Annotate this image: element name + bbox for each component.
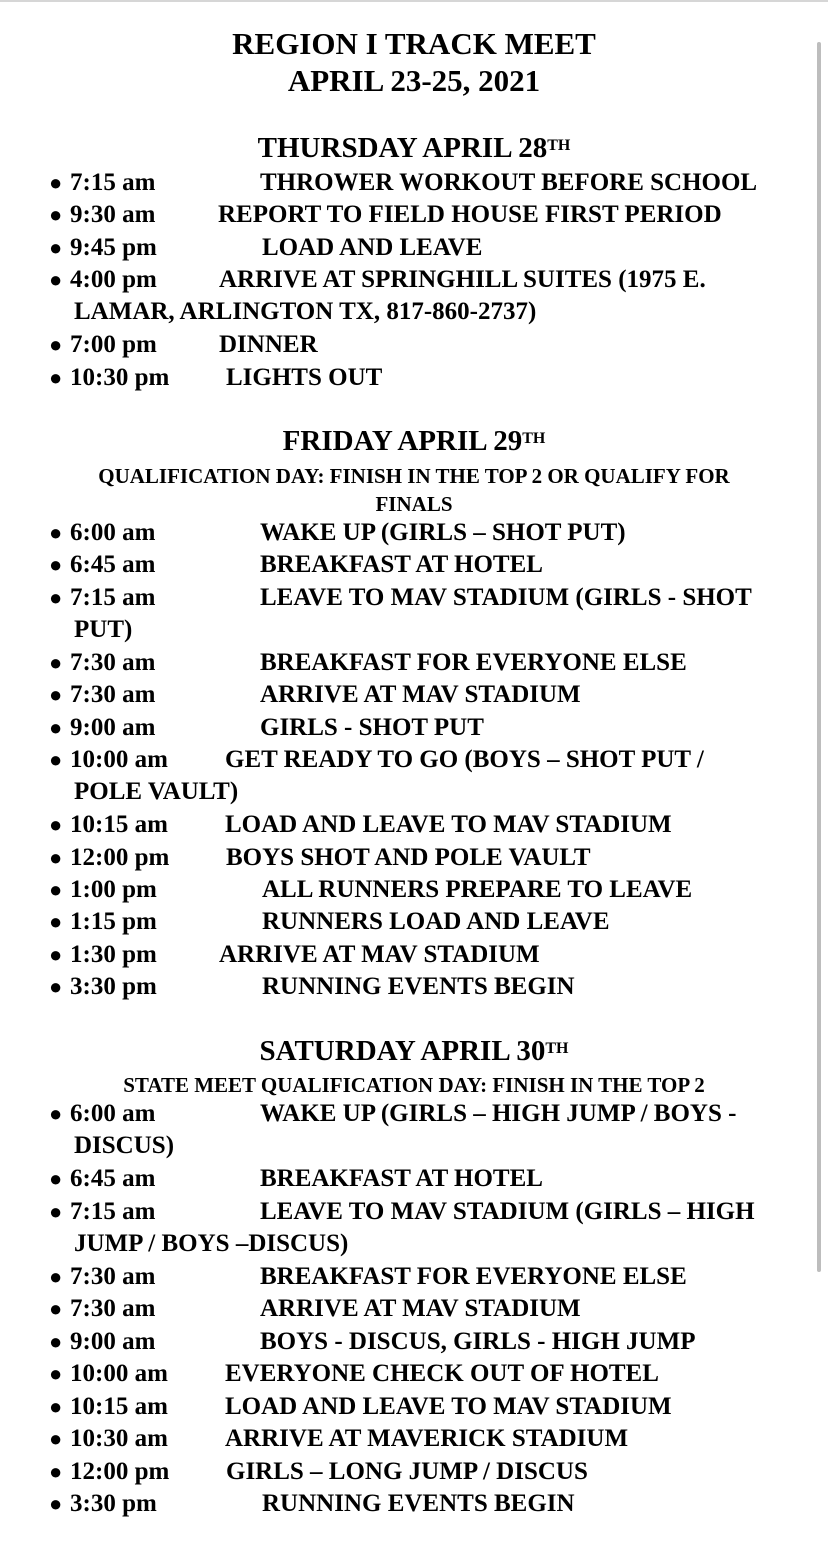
list-item: ● 7:30 am BREAKFAST FOR EVERYONE ELSE <box>0 1261 828 1293</box>
bullet-icon: ● <box>49 1166 63 1191</box>
bullet-icon: ● <box>49 585 63 610</box>
list-item: ● 12:00 pm BOYS SHOT AND POLE VAULT <box>0 842 828 874</box>
bullet-icon: ● <box>49 170 63 195</box>
bullet-icon: ● <box>49 845 63 870</box>
bullet-icon: ● <box>49 1426 63 1451</box>
document-title: REGION I TRACK MEET <box>232 26 596 61</box>
list-item: ● 7:30 am ARRIVE AT MAV STADIUM <box>0 679 828 711</box>
list-item: ● 7:15 am THROWER WORKOUT BEFORE SCHOOL <box>0 167 828 199</box>
list-item: ● 6:45 am BREAKFAST AT HOTEL <box>0 1163 828 1195</box>
list-item: ● 7:15 am LEAVE TO MAV STADIUM (GIRLS – HIGH JUMP / BOYS –DISCUS) <box>49 1198 755 1257</box>
bullet-icon: ● <box>49 650 63 675</box>
day-subtitle: STATE MEET QUALIFICATION DAY: FINISH IN THE TOP 2 <box>123 1073 705 1097</box>
bullet-icon: ● <box>49 812 63 837</box>
bullet-icon: ● <box>49 1101 63 1126</box>
list-item: ● 10:30 am ARRIVE AT MAVERICK STADIUM <box>0 1423 828 1455</box>
bullet-icon: ● <box>49 202 63 227</box>
list-item: ● 7:30 am ARRIVE AT MAV STADIUM <box>0 1293 828 1325</box>
document-dates: APRIL 23-25, 2021 <box>287 63 541 98</box>
list-item: ● 9:45 pm LOAD AND LEAVE <box>0 232 828 264</box>
day-heading-thursday: THURSDAY APRIL 28TH <box>257 132 571 164</box>
bullet-icon: ● <box>49 267 63 292</box>
bullet-icon: ● <box>49 909 63 934</box>
list-item: ● 10:00 am GET READY TO GO (BOYS – SHOT PUT / POLE VAULT) <box>49 746 704 805</box>
list-item: ● 3:30 pm RUNNING EVENTS BEGIN <box>0 971 828 1003</box>
list-item: ● 6:00 am WAKE UP (GIRLS – SHOT PUT) <box>0 517 828 549</box>
bullet-icon: ● <box>49 1264 63 1289</box>
bullet-icon: ● <box>49 332 63 357</box>
bullet-icon: ● <box>49 974 63 999</box>
bullet-icon: ● <box>49 747 63 772</box>
list-item: ● 1:30 pm ARRIVE AT MAV STADIUM <box>0 939 828 971</box>
list-item: ● 6:45 am BREAKFAST AT HOTEL <box>0 549 828 581</box>
day-subtitle: QUALIFICATION DAY: FINISH IN THE TOP 2 OR QUALIFY FOR <box>98 464 730 488</box>
bullet-icon: ● <box>49 715 63 740</box>
list-item: ● 9:00 am BOYS - DISCUS, GIRLS - HIGH JUMP <box>0 1326 828 1358</box>
top-divider <box>0 0 828 2</box>
list-item: ● 6:00 am WAKE UP (GIRLS – HIGH JUMP / BOYS - DISCUS) <box>49 1100 737 1159</box>
bullet-icon: ● <box>49 1199 63 1224</box>
bullet-icon: ● <box>49 877 63 902</box>
day-heading-friday: FRIDAY APRIL 29TH <box>282 425 546 457</box>
bullet-icon: ● <box>49 942 63 967</box>
list-item: ● 10:15 am LOAD AND LEAVE TO MAV STADIUM <box>0 1391 828 1423</box>
day-heading-saturday: SATURDAY APRIL 30TH <box>259 1035 569 1067</box>
bullet-icon: ● <box>49 682 63 707</box>
list-item: ● 9:00 am GIRLS - SHOT PUT <box>0 712 828 744</box>
list-item: ● 7:30 am BREAKFAST FOR EVERYONE ELSE <box>0 647 828 679</box>
list-item: ● 10:00 am EVERYONE CHECK OUT OF HOTEL <box>0 1358 828 1390</box>
list-item: ● 1:00 pm ALL RUNNERS PREPARE TO LEAVE <box>0 874 828 906</box>
bullet-icon: ● <box>49 520 63 545</box>
list-item: ● 12:00 pm GIRLS – LONG JUMP / DISCUS <box>0 1456 828 1488</box>
list-item: ● 7:00 pm DINNER <box>0 329 828 361</box>
bullet-icon: ● <box>49 1491 63 1516</box>
bullet-icon: ● <box>49 1459 63 1484</box>
bullet-icon: ● <box>49 552 63 577</box>
bullet-icon: ● <box>49 1361 63 1386</box>
list-item: ● 4:00 pm ARRIVE AT SPRINGHILL SUITES (1975 E. LAMAR, ARLINGTON TX, 817-860-2737) <box>49 266 706 325</box>
list-item: ● 7:15 am LEAVE TO MAV STADIUM (GIRLS - SHOT PUT) <box>49 584 752 643</box>
list-item: ● 9:30 am REPORT TO FIELD HOUSE FIRST PERIOD <box>0 199 828 231</box>
list-item: ● 3:30 pm RUNNING EVENTS BEGIN <box>0 1488 828 1520</box>
list-item: ● 10:15 am LOAD AND LEAVE TO MAV STADIUM <box>0 809 828 841</box>
list-item: ● 1:15 pm RUNNERS LOAD AND LEAVE <box>0 906 828 938</box>
day-subtitle: FINALS <box>375 492 453 516</box>
bullet-icon: ● <box>49 365 63 390</box>
bullet-icon: ● <box>49 1394 63 1419</box>
list-item: ● 10:30 pm LIGHTS OUT <box>0 362 828 394</box>
bullet-icon: ● <box>49 235 63 260</box>
bullet-icon: ● <box>49 1329 63 1354</box>
bullet-icon: ● <box>49 1296 63 1321</box>
